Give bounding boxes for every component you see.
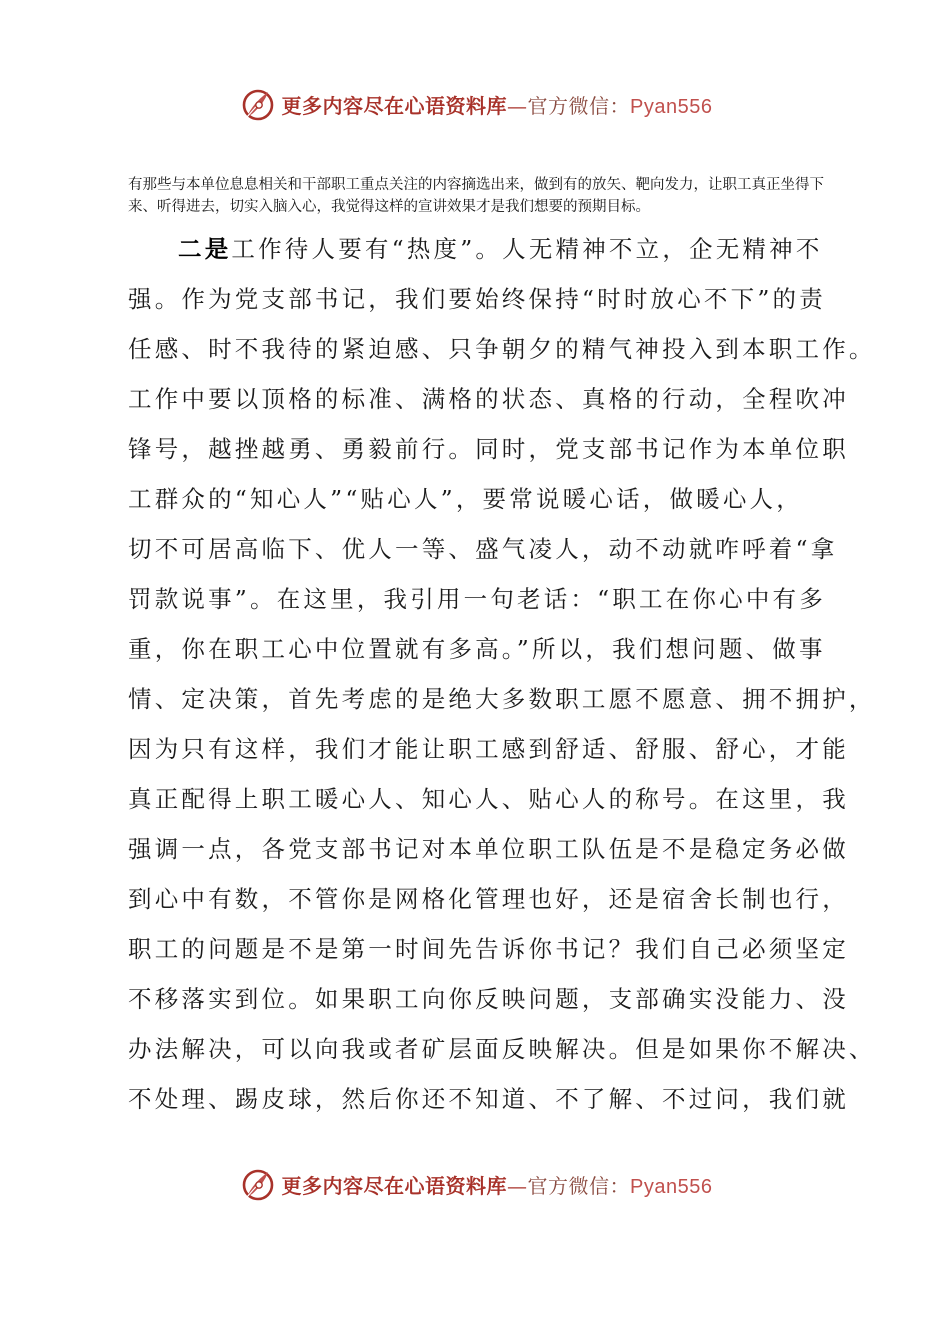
- banner-main-text: 更多内容尽在心语资料库: [281, 93, 508, 118]
- body-line: 切不可居高临下、优人一等、盛气凌人，动不动就咋呼着“拿: [128, 535, 838, 563]
- banner-separator: —: [507, 93, 528, 118]
- body-line: 重，你在职工心中位置就有多高。”所以，我们想问题、做事: [128, 635, 826, 663]
- body-line: 强。作为党支部书记，我们要始终保持“时时放心不下”的责: [128, 285, 826, 313]
- body-line: 罚款说事”。在这里，我引用一句老话：“职工在你心中有多: [128, 585, 826, 613]
- body-line: 情、定决策，首先考虑的是绝大多数职工愿不愿意、拥不拥护，: [128, 685, 876, 713]
- body-line: 办法解决，可以向我或者矿层面反映解决。但是如果你不解决、: [128, 1035, 876, 1063]
- banner-wechat-id: Pyan556: [630, 1175, 713, 1198]
- body-line: 工群众的“知心人”“贴心人”，要常说暖心话，做暖心人，: [128, 485, 803, 513]
- section-lead: 二是: [178, 235, 232, 263]
- footer-banner: [0, 1162, 950, 1206]
- banner-main-text: 更多内容尽在心语资料库: [281, 1173, 508, 1198]
- body-line: 因为只有这样，我们才能让职工感到舒适、舒服、舒心，才能: [128, 735, 849, 763]
- banner-text: [282, 90, 713, 119]
- banner-text: [282, 1170, 713, 1199]
- header-banner: [0, 82, 950, 126]
- body-line: 任感、时不我待的紧迫感、只争朝夕的精气神投入到本职工作。: [128, 335, 876, 363]
- body-line: 到心中有数，不管你是网格化管理也好，还是宿舍长制也行，: [128, 885, 849, 913]
- body-line: 工作中要以顶格的标准、满格的状态、真格的行动，全程吹冲: [128, 385, 849, 413]
- quill-logo-icon: [238, 1164, 278, 1204]
- banner-label: 官方微信：: [527, 93, 631, 118]
- banner-separator: —: [507, 1173, 528, 1198]
- body-line: 真正配得上职工暖心人、知心人、贴心人的称号。在这里，我: [128, 785, 849, 813]
- document-body: [128, 224, 876, 1124]
- body-line: 强调一点，各党支部书记对本单位职工队伍是不是稳定务必做: [128, 835, 849, 863]
- quill-logo-icon: [238, 84, 278, 124]
- body-line: 不处理、踢皮球，然后你还不知道、不了解、不过问，我们就: [128, 1085, 849, 1113]
- banner-label: 官方微信：: [527, 1173, 631, 1198]
- body-line: 职工的问题是不是第一时间先告诉你书记？我们自己必须坚定: [128, 935, 849, 963]
- intro-paragraph: 有那些与本单位息息相关和干部职工重点关注的内容摘选出来，做到有的放矢、靶向发力，让职工真正坐得下来、听得进去，切实入脑入心，我觉得这样的宣讲效果才是我们想要的预期目标。: [128, 177, 824, 215]
- body-line: [128, 224, 850, 274]
- body-line: 锋号，越挫越勇、勇毅前行。同时，党支部书记作为本单位职: [128, 435, 849, 463]
- banner-wechat-id: Pyan556: [630, 95, 713, 118]
- body-line: 不移落实到位。如果职工向你反映问题，支部确实没能力、没: [128, 985, 849, 1013]
- section-first-line: 工作待人要有“热度”。人无精神不立，企无精神不: [231, 235, 823, 263]
